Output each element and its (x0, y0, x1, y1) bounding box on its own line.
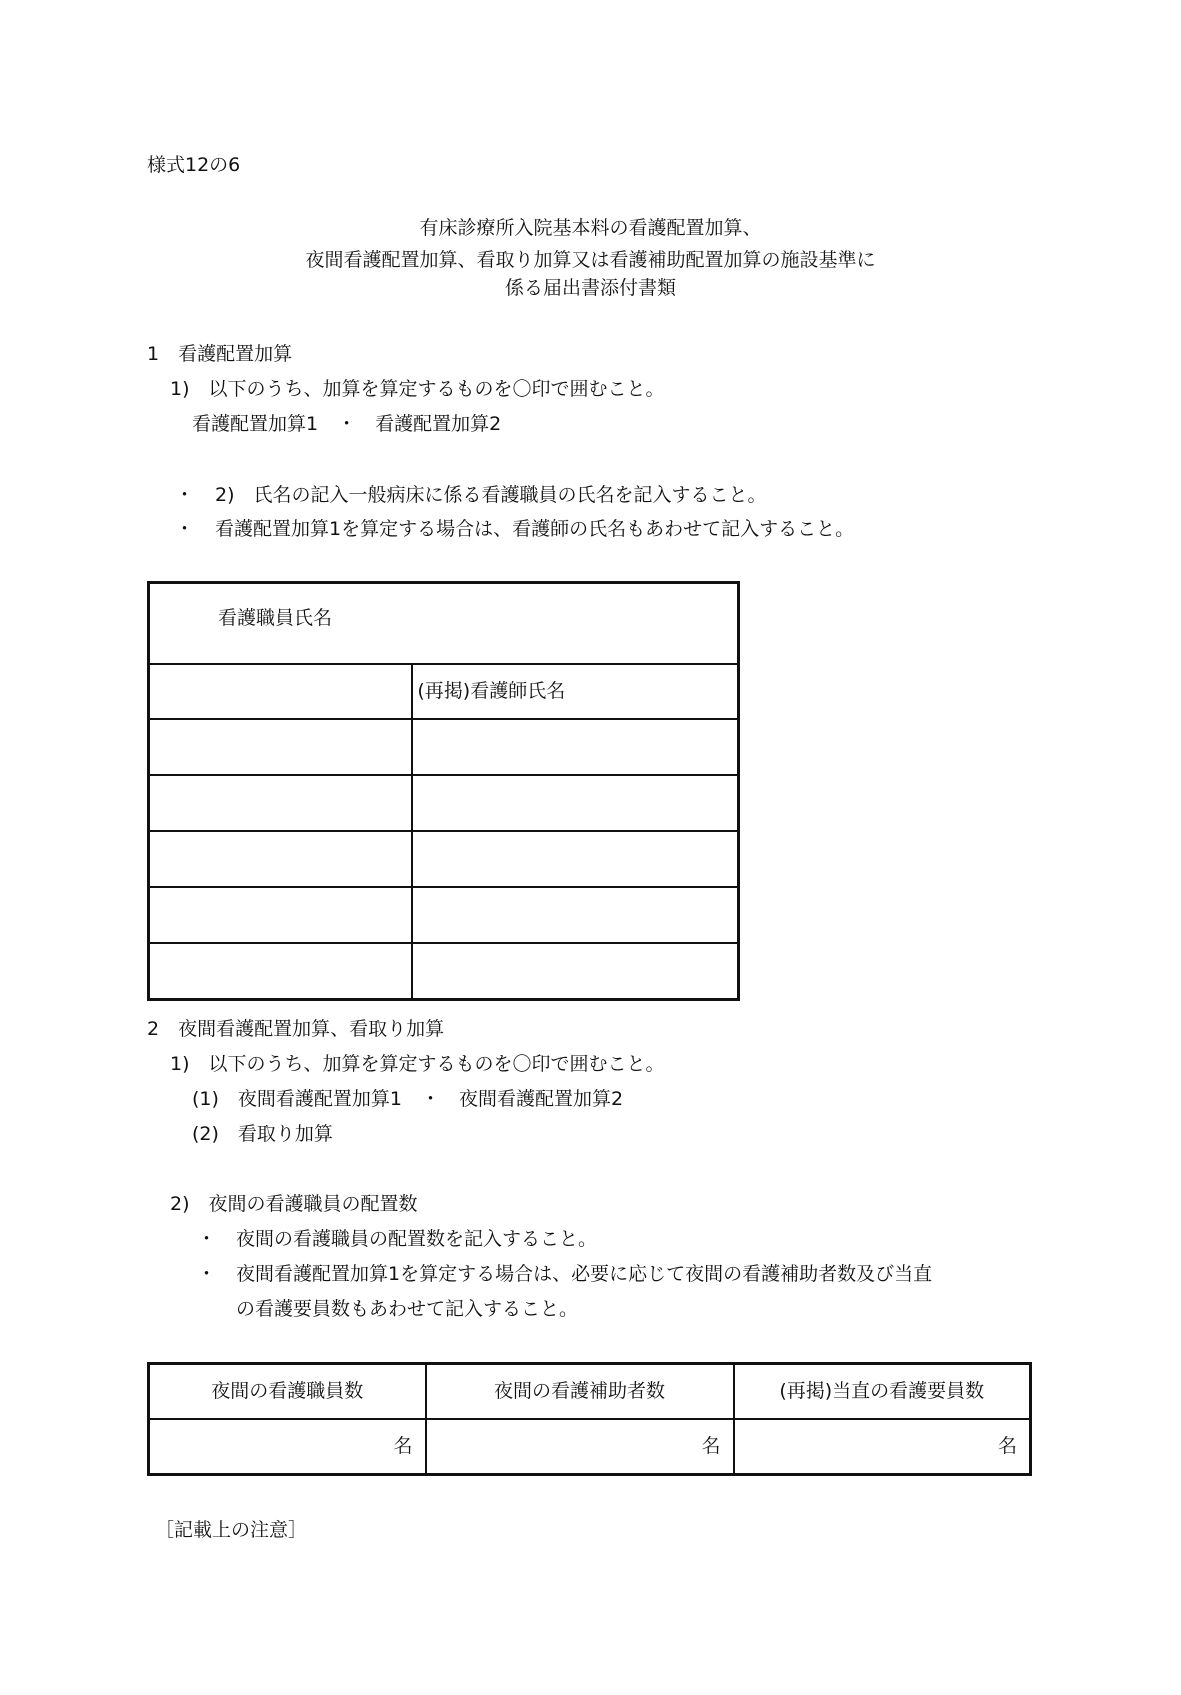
nurse-name-header: (再掲)看護師氏名 (412, 664, 738, 719)
section2-bullet2-line2: の看護要員数もあわせて記入すること。 (236, 1298, 579, 1320)
night-nurse-count-cell[interactable] (149, 1419, 426, 1475)
table-row (149, 775, 739, 831)
duty-staff-count-cell[interactable] (734, 1419, 1031, 1475)
staff-name-header: 看護職員氏名 (149, 583, 413, 665)
table-row (149, 943, 739, 1000)
staff-name-cell[interactable] (149, 719, 413, 775)
nurse-name-cell[interactable] (412, 719, 738, 775)
title-line-3: 係る届出書添付書類 (504, 277, 676, 299)
table-row (149, 887, 739, 943)
bullet-dot: ・ (197, 1228, 217, 1250)
night-table-value-row (149, 1419, 1031, 1475)
section2-bullet2-line1: 夜間看護配置加算1を算定する場合は、必要に応じて夜間の看護補助者数及び当直 (236, 1263, 933, 1285)
form-number: 様式12の6 (147, 154, 241, 176)
staff-table-subheader-row (149, 664, 739, 719)
section2-bullet1: 夜間の看護職員の配置数を記入すること。 (236, 1228, 598, 1250)
section2-heading: 2 夜間看護配置加算、看取り加算 (147, 1018, 445, 1040)
unit-label: 名 (393, 1435, 413, 1457)
section2-option2: (2) 看取り加算 (192, 1123, 333, 1145)
header-spacer (412, 583, 738, 665)
unit-label: 名 (701, 1435, 721, 1457)
bullet-dot: ・ (175, 484, 195, 506)
staff-name-cell[interactable] (149, 887, 413, 943)
table-row (149, 831, 739, 887)
bullet-dot: ・ (197, 1263, 217, 1285)
nurse-name-cell[interactable] (412, 887, 738, 943)
staff-table-header-row (149, 583, 739, 665)
section1-bullet2: 看護配置加算1を算定する場合は、看護師の氏名もあわせて記入すること。 (215, 518, 855, 540)
section1-heading: 1 看護配置加算 (147, 343, 293, 365)
section2-option1: (1) 夜間看護配置加算1 ・ 夜間看護配置加算2 (192, 1088, 624, 1110)
section1-bullet1: 2) 氏名の記入一般病床に係る看護職員の氏名を記入すること。 (215, 484, 767, 506)
section2-item1-heading: 1) 以下のうち、加算を算定するものを〇印で囲むこと。 (170, 1053, 665, 1075)
section1-options: 看護配置加算1 ・ 看護配置加算2 (192, 413, 502, 435)
nurse-name-cell[interactable] (412, 831, 738, 887)
night-nurse-count-header: 夜間の看護職員数 (149, 1364, 426, 1420)
bullet-dot: ・ (175, 518, 195, 540)
notes-heading: ［記載上の注意］ (155, 1519, 308, 1541)
title-line-2: 夜間看護配置加算、看取り加算又は看護補助配置加算の施設基準に (305, 249, 876, 271)
staff-names-table (147, 581, 740, 1001)
night-assistant-count-cell[interactable] (426, 1419, 734, 1475)
unit-label: 名 (997, 1435, 1017, 1457)
section1-item1-heading: 1) 以下のうち、加算を算定するものを〇印で囲むこと。 (170, 378, 665, 400)
nurse-name-cell[interactable] (412, 943, 738, 1000)
night-assistant-count-header: 夜間の看護補助者数 (426, 1364, 734, 1420)
staff-name-cell[interactable] (149, 831, 413, 887)
night-staffing-table (147, 1362, 1032, 1476)
section2-item2-heading: 2) 夜間の看護職員の配置数 (170, 1193, 418, 1215)
duty-staff-count-header: (再掲)当直の看護要員数 (734, 1364, 1031, 1420)
header-spacer (149, 664, 413, 719)
nurse-name-cell[interactable] (412, 775, 738, 831)
title-line-1: 有床診療所入院基本料の看護配置加算、 (419, 217, 762, 239)
staff-name-cell[interactable] (149, 943, 413, 1000)
staff-name-cell[interactable] (149, 775, 413, 831)
table-row (149, 719, 739, 775)
night-table-header-row (149, 1364, 1031, 1420)
